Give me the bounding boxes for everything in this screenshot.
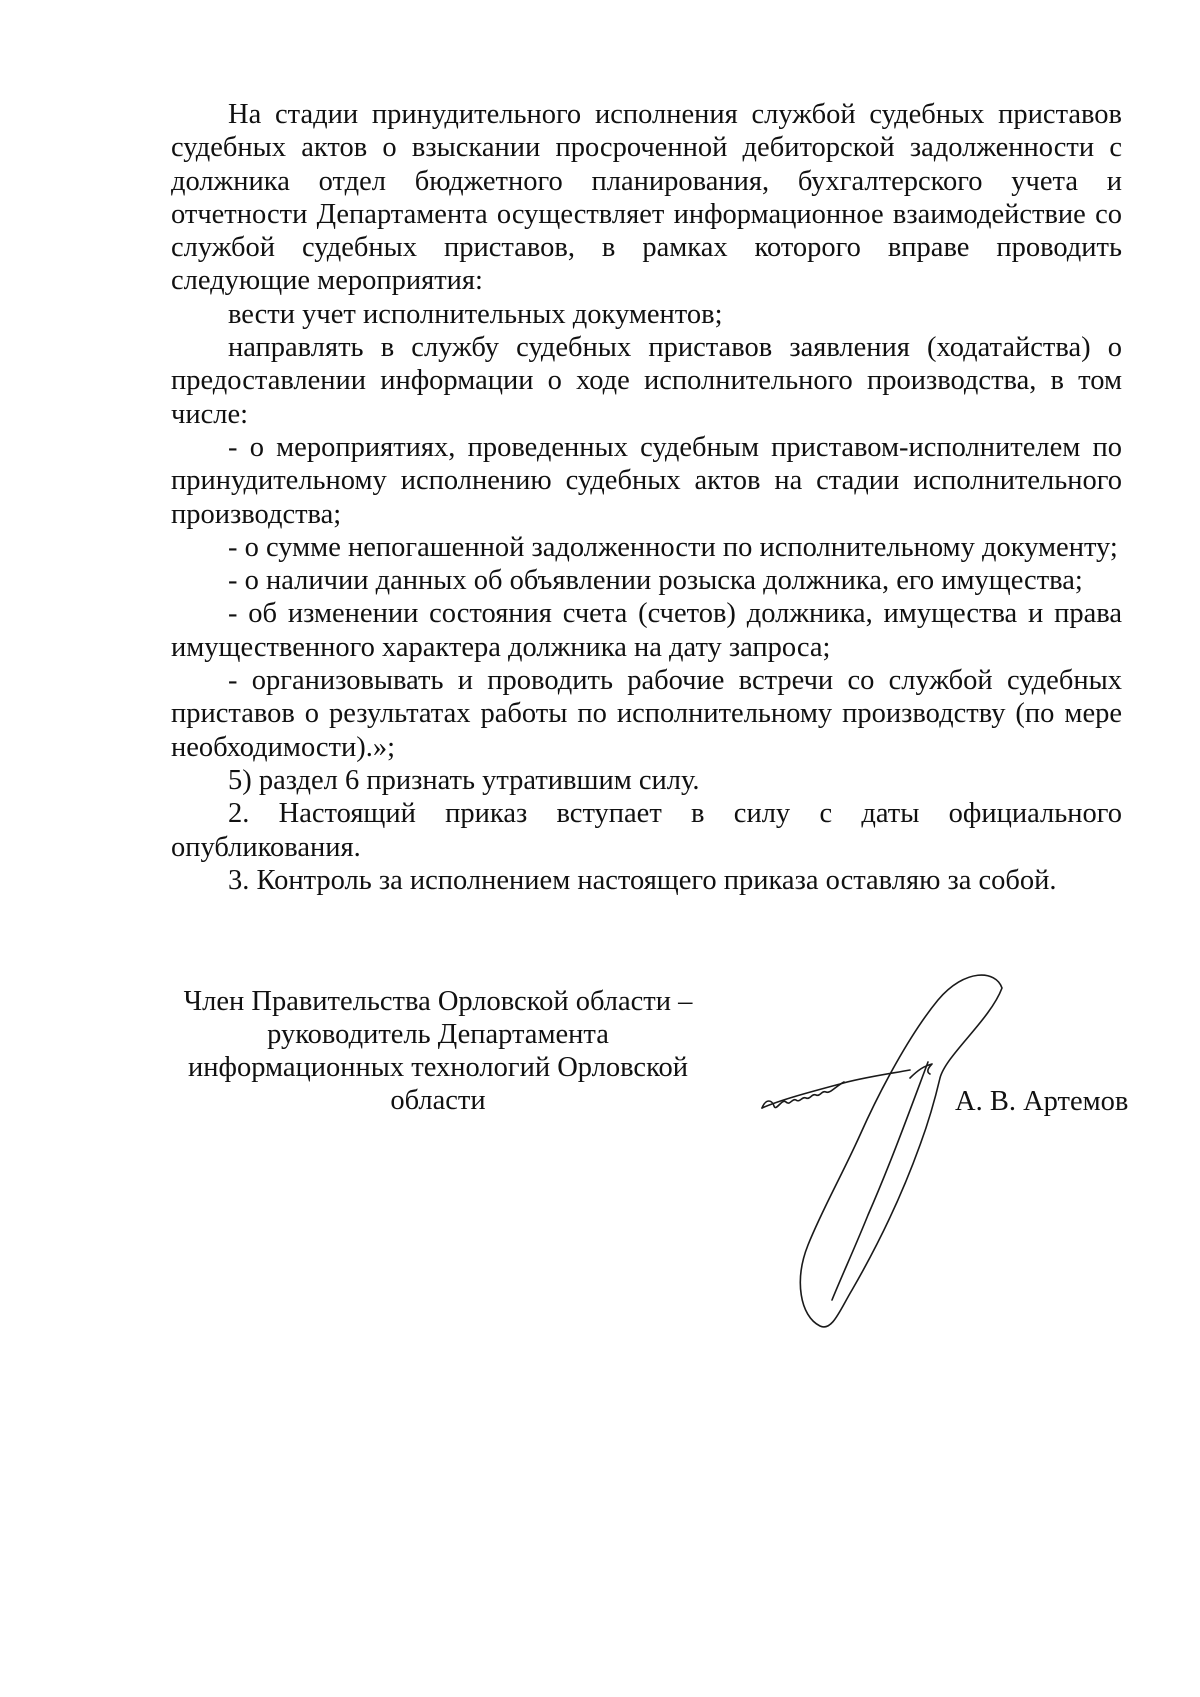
signatory-position	[168, 985, 708, 1117]
paragraph-send-requests: направлять в службу судебных приставов заявления (ходатайства) о предоставлении информации о ходе исполнительного производства, в том числе:	[171, 332, 1122, 430]
paragraph-account-changes: - об изменении состояния счета (счетов) должника, имущества и права имущественного характера должника на дату запроса;	[171, 598, 1122, 663]
signatory-position-line: области	[390, 1085, 486, 1116]
signatory-position-line: информационных технологий Орловской	[188, 1052, 688, 1083]
paragraph-unpaid-debt: - о сумме непогашенной задолженности по исполнительному документу;	[228, 531, 1118, 563]
paragraph-execution-control: 3. Контроль за исполнением настоящего приказа оставляю за собой.	[228, 864, 1057, 896]
paragraph-debtor-search: - о наличии данных об объявлении розыска должника, его имущества;	[228, 565, 1083, 597]
paragraph-record-keeping: вести учет исполнительных документов;	[228, 298, 723, 330]
paragraph-working-meetings: - организовывать и проводить рабочие встречи со службой судебных приставов о результатах работы по исполнительному производству (по мере необходимости).»;	[171, 665, 1122, 763]
paragraph-section-6-repeal: 5) раздел 6 признать утратившим силу.	[228, 764, 700, 796]
paragraph-entry-into-force: 2. Настоящий приказ вступает в силу с даты официального опубликования.	[171, 798, 1122, 863]
signatory-position-line: руководитель Департамента	[267, 1019, 609, 1050]
signatory-position-line: Член Правительства Орловской области –	[183, 986, 693, 1017]
document-body	[171, 98, 1122, 897]
handwritten-signature	[760, 960, 1020, 1350]
paragraph-enforcement-stage: На стадии принудительного исполнения службой судебных приставов судебных актов о взыскании просроченной дебиторской задолженности с должника отдел бюджетного планирования, бухгалтерского учета и отчетности Департамента осуществляет информационное взаимодействие со службой судебных приставов, в рамках которого вправе проводить следующие мероприятия:	[171, 99, 1122, 297]
signatory-name: А. В. Артемов	[955, 1086, 1129, 1117]
paragraph-bailiff-measures: - о мероприятиях, проведенных судебным приставом-исполнителем по принудительному исполнению судебных актов на стадии исполнительного производства;	[171, 431, 1122, 530]
